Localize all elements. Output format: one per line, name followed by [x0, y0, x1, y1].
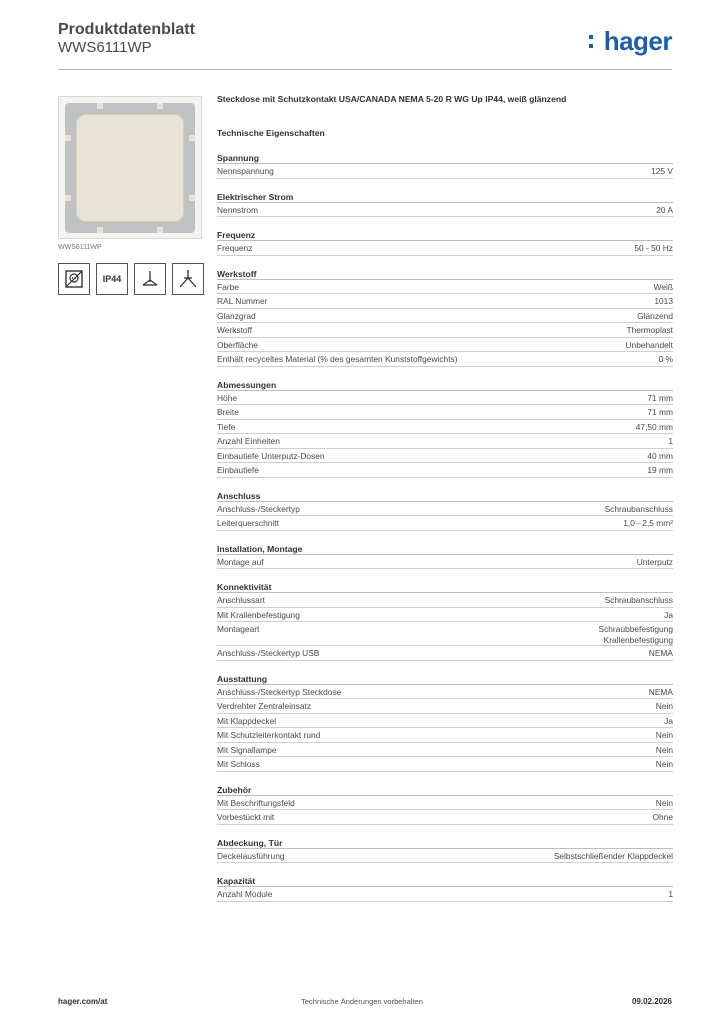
spec-row — [217, 463, 673, 478]
section-title: Anschluss — [217, 491, 673, 502]
spec-value: NEMA — [648, 648, 673, 658]
spec-row — [217, 420, 673, 435]
page-title: Produktdatenblatt — [58, 21, 195, 38]
spec-label: Glanzgrad — [217, 310, 256, 321]
spec-label: Anzahl Module — [217, 889, 273, 899]
spec-label: Enthält recyceltes Material (% des gesamten Kunststoffgewichts) — [217, 354, 458, 364]
spec-label: Montageart — [217, 624, 260, 634]
spec-label: Werkstoff — [217, 325, 253, 335]
spec-row — [217, 699, 673, 714]
spec-row — [217, 887, 673, 902]
spec-row — [217, 391, 673, 406]
spec-row — [217, 810, 673, 825]
spec-value: Unterputz — [636, 556, 673, 567]
spec-label: Deckelausführung — [217, 850, 285, 861]
spec-row — [217, 728, 673, 743]
spec-section — [217, 785, 673, 825]
spec-label: Einbautiefe Unterputz-Dosen — [217, 450, 325, 461]
spec-value: Thermoplast — [626, 325, 673, 335]
header-divider — [58, 69, 672, 70]
spec-label: Mit Klappdeckel — [217, 715, 277, 726]
spec-value: Weiß — [653, 281, 673, 292]
spec-value: 71 mm — [647, 392, 673, 403]
spec-row — [217, 502, 673, 517]
section-title: Werkstoff — [217, 269, 673, 280]
spec-row — [217, 434, 673, 449]
spec-value: Glänzend — [637, 310, 673, 321]
spec-row — [217, 555, 673, 570]
spec-value: Schraubanschluss — [604, 595, 673, 605]
frame-tab — [157, 103, 163, 109]
spec-row — [217, 203, 673, 218]
spec-section — [217, 380, 673, 478]
spec-section — [217, 491, 673, 531]
spec-value: 0 % — [658, 354, 673, 364]
spec-section — [217, 674, 673, 772]
spec-label: Höhe — [217, 392, 238, 403]
spec-row — [217, 449, 673, 464]
spec-value: 1 — [668, 889, 673, 899]
footer-note: Technische Änderungen vorbehalten — [301, 997, 423, 1006]
spec-row — [217, 352, 673, 367]
spec-label: Einbautiefe — [217, 465, 259, 475]
spec-section — [217, 153, 673, 179]
spec-value: Nein — [655, 759, 673, 769]
product-image — [58, 96, 202, 239]
spec-row — [217, 849, 673, 864]
spec-row — [217, 280, 673, 295]
spec-value: Nein — [655, 701, 673, 711]
spec-value: NEMA — [648, 686, 673, 697]
ip44-icon: IP44 — [96, 263, 128, 295]
spec-row — [217, 309, 673, 324]
spec-label: Montage auf — [217, 556, 264, 567]
frame-tab — [189, 135, 195, 141]
spec-label: Tiefe — [217, 421, 236, 432]
frame-tab — [97, 103, 103, 109]
hager-logo[interactable]: hager — [603, 26, 672, 56]
spec-section — [217, 544, 673, 570]
spec-row — [217, 608, 673, 623]
spec-value: 1013 — [654, 296, 673, 306]
child-protection-icon — [58, 263, 90, 295]
spec-row — [217, 757, 673, 772]
spec-label: Mit Krallenbefestigung — [217, 609, 300, 620]
spec-section — [217, 582, 673, 661]
feature-icons — [58, 263, 204, 295]
section-title: Elektrischer Strom — [217, 192, 673, 203]
spec-row — [217, 294, 673, 309]
spec-value: 19 mm — [647, 465, 673, 475]
section-title: Kapazität — [217, 876, 673, 887]
spec-label: Anzahl Einheiten — [217, 436, 280, 446]
spec-label: Mit Schutzleiterkontakt rund — [217, 730, 321, 740]
product-frame — [65, 103, 195, 233]
spec-label: Vorbestückt mit — [217, 812, 275, 822]
spec-value: Unbehandelt — [625, 339, 673, 350]
spec-label: Nennstrom — [217, 204, 258, 215]
spec-value: 1,0 - 2,5 mm² — [623, 518, 673, 528]
section-title: Abmessungen — [217, 380, 673, 391]
spec-label: RAL Nummer — [217, 296, 268, 306]
spec-label: Frequenz — [217, 243, 253, 253]
hager-logo-mark — [589, 35, 593, 49]
spec-label: Farbe — [217, 281, 239, 292]
spec-row — [217, 164, 673, 179]
spec-value: Schraubanschluss — [604, 503, 673, 514]
spec-value: Schraubbefestigung Krallenbefestigung — [598, 624, 673, 645]
spec-value: 20 A — [656, 204, 673, 215]
spec-value: 50 - 50 Hz — [634, 243, 673, 253]
section-title: Spannung — [217, 153, 673, 164]
spec-value: Selbstschließender Klappdeckel — [553, 850, 673, 861]
spec-value: Ohne — [652, 812, 673, 822]
spec-sections — [217, 153, 673, 902]
spec-label: Verdrehter Zentraleinsatz — [217, 701, 312, 711]
product-name: Steckdose mit Schutzkontakt USA/CANADA NEMA 5-20 R WG Up IP44, weiß glänzend — [217, 94, 567, 104]
spec-row — [217, 714, 673, 729]
footer-website[interactable]: hager.com/at — [58, 997, 108, 1006]
spec-row — [217, 338, 673, 353]
spec-label: Oberfläche — [217, 339, 258, 350]
product-cover-plate — [76, 114, 184, 222]
spec-value: 125 V — [651, 166, 673, 176]
spec-value: 1 — [668, 436, 673, 446]
tech-properties-heading: Technische Eigenschaften — [217, 128, 325, 138]
frame-tab — [97, 227, 103, 233]
earth-contact-alt-icon — [172, 263, 204, 295]
spec-section — [217, 838, 673, 864]
image-caption: WWS6111WP — [58, 244, 102, 251]
spec-value: Nein — [655, 797, 673, 808]
frame-tab — [65, 135, 71, 141]
spec-label: Breite — [217, 407, 239, 417]
section-title: Frequenz — [217, 230, 673, 241]
spec-row — [217, 622, 673, 646]
section-title: Zubehör — [217, 785, 673, 796]
spec-row — [217, 405, 673, 420]
spec-content — [217, 94, 673, 902]
spec-row — [217, 646, 673, 661]
section-title: Ausstattung — [217, 674, 673, 685]
section-title: Konnektivität — [217, 582, 673, 593]
spec-row — [217, 516, 673, 531]
frame-tab — [65, 195, 71, 201]
spec-value: Nein — [655, 730, 673, 740]
spec-section — [217, 269, 673, 367]
spec-row — [217, 593, 673, 608]
spec-value: Nein — [655, 744, 673, 755]
spec-label: Anschlussart — [217, 595, 265, 605]
spec-label: Anschluss-/Steckertyp — [217, 503, 300, 514]
footer-date: 09.02.2026 — [631, 997, 672, 1006]
spec-section — [217, 230, 673, 256]
section-title: Abdeckung, Tür — [217, 838, 673, 849]
spec-row — [217, 685, 673, 700]
spec-label: Leiterquerschnitt — [217, 518, 279, 528]
spec-row — [217, 796, 673, 811]
frame-tab — [157, 227, 163, 233]
spec-value: Ja — [664, 609, 673, 620]
spec-label: Mit Schloss — [217, 759, 260, 769]
spec-label: Mit Signallampe — [217, 744, 277, 755]
frame-tab — [189, 195, 195, 201]
spec-value: 71 mm — [647, 407, 673, 417]
spec-label: Nennspannung — [217, 166, 274, 176]
spec-row — [217, 743, 673, 758]
spec-label: Mit Beschriftungsfeld — [217, 797, 295, 808]
article-number: WWS6111WP — [58, 39, 152, 56]
earth-contact-icon — [134, 263, 166, 295]
spec-value: 40 mm — [647, 450, 673, 461]
spec-label: Anschluss-/Steckertyp USB — [217, 648, 320, 658]
spec-section — [217, 192, 673, 218]
spec-row — [217, 323, 673, 338]
spec-label: Anschluss-/Steckertyp Steckdose — [217, 686, 342, 697]
spec-section — [217, 876, 673, 902]
spec-row — [217, 241, 673, 256]
spec-value: 47,50 mm — [635, 421, 673, 432]
section-title: Installation, Montage — [217, 544, 673, 555]
spec-value: Ja — [664, 715, 673, 726]
